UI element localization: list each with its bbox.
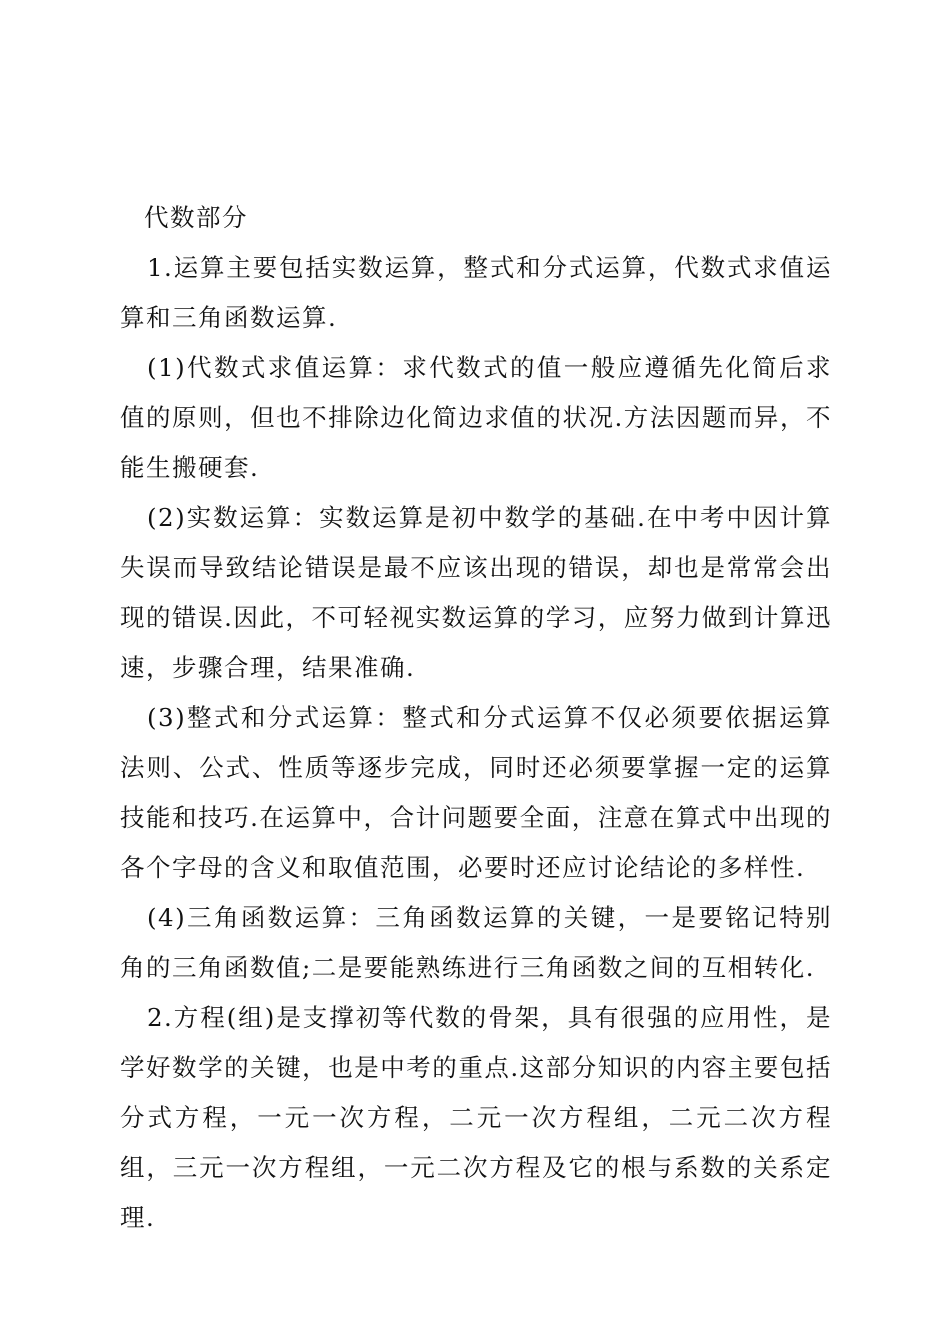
paragraph-real-number-operations: (2)实数运算：实数运算是初中数学的基础.在中考中因计算失误而导致结论错误是最不应该出现的错误，却也是常常会出现的错误.因此，不可轻视实数运算的学习，应努力做到计算迅速，步骤合理，结果准确.: [120, 503, 832, 682]
paragraph-polynomial-fraction-operations: (3)整式和分式运算：整式和分式运算不仅必须要依据运算法则、公式、性质等逐步完成，同时还必须要掌握一定的运算技能和技巧.在运算中，合计问题要全面，注意在算式中出现的各个字母的含义和取值范围，必要时还应讨论结论的多样性.: [120, 703, 832, 882]
paragraph-equations: 2.方程(组)是支撑初等代数的骨架，具有很强的应用性，是学好数学的关键，也是中考的重点.这部分知识的内容主要包括分式方程，一元一次方程，二元一次方程组，二元二次方程组，三元一次方程组，一元二次方程及它的根与系数的关系定理.: [120, 1003, 832, 1232]
document-body: [120, 193, 832, 1243]
paragraph-algebraic-evaluation: (1)代数式求值运算：求代数式的值一般应遵循先化简后求值的原则，但也不排除边化简边求值的状况.方法因题而异，不能生搬硬套.: [120, 353, 832, 482]
paragraph-operations-intro: 1.运算主要包括实数运算，整式和分式运算，代数式求值运算和三角函数运算.: [120, 253, 832, 332]
section-heading: 代数部分: [144, 203, 248, 232]
paragraph-trig-operations: (4)三角函数运算：三角函数运算的关键，一是要铭记特别角的三角函数值;二是要能熟练进行三角函数之间的互相转化.: [120, 903, 832, 982]
